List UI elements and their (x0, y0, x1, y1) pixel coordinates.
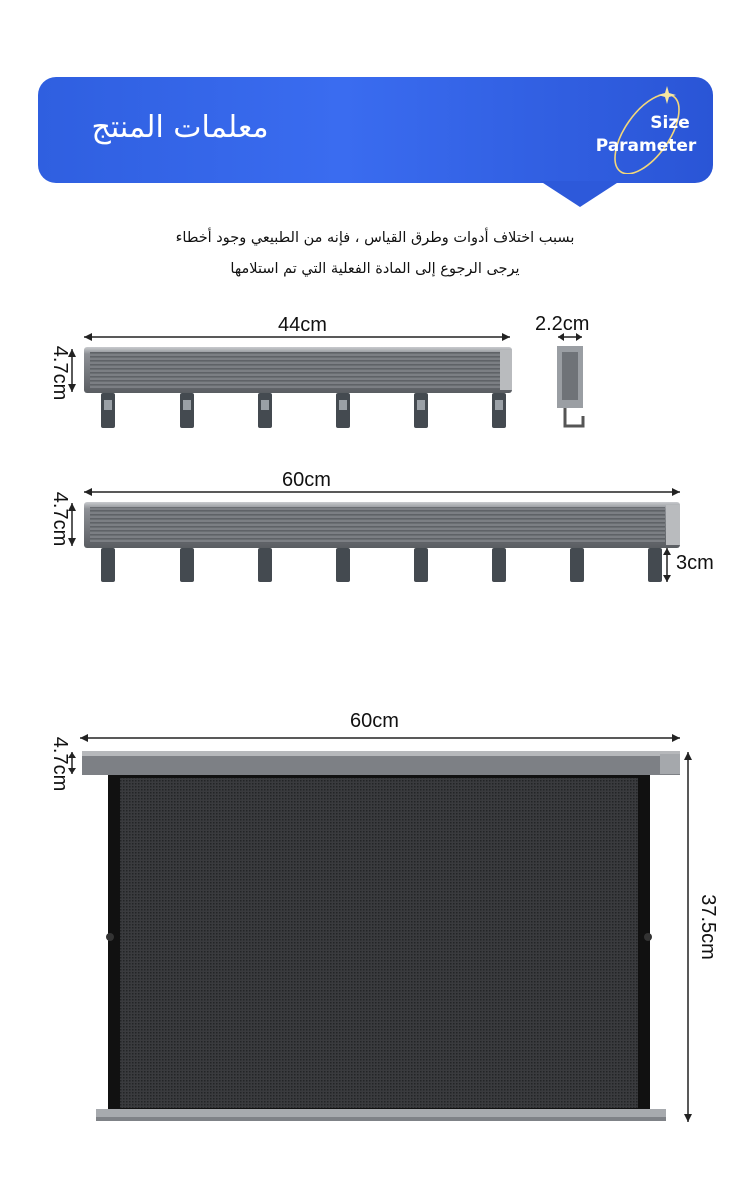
depth-label: 2.2cm (535, 313, 590, 335)
header-banner-notch (540, 181, 620, 207)
height-label-2: 4.7cm (49, 491, 71, 547)
screen-mesh (120, 778, 638, 1108)
width-label-60: 60cm (282, 469, 331, 491)
height-label-1: 4.7cm (49, 345, 71, 401)
rail-44cm-diagram (0, 300, 750, 450)
badge-size: Size (650, 113, 690, 133)
height-label-3: 4.7cm (49, 736, 71, 792)
width-label-screen: 60cm (350, 710, 399, 732)
measurement-note-line1: بسبب اختلاف أدوات وطرق القياس ، فإنه من الطبيعي وجود أخطاء (175, 230, 575, 246)
width-label-44: 44cm (278, 314, 327, 336)
hooks (101, 393, 506, 428)
measurement-note-line2: يرجى الرجوع إلى المادة الفعلية التي تم استلامها (230, 261, 520, 277)
hook-length-label: 3cm (676, 552, 714, 574)
screen-60cm-diagram (0, 720, 750, 1140)
sparkle-icon (658, 86, 676, 104)
rail-60cm-diagram (0, 470, 750, 600)
hooks (101, 548, 662, 582)
length-label: 37.5cm (697, 894, 719, 960)
page-title: معلمات المنتج (91, 110, 269, 145)
badge-parameter: Parameter (595, 136, 697, 156)
